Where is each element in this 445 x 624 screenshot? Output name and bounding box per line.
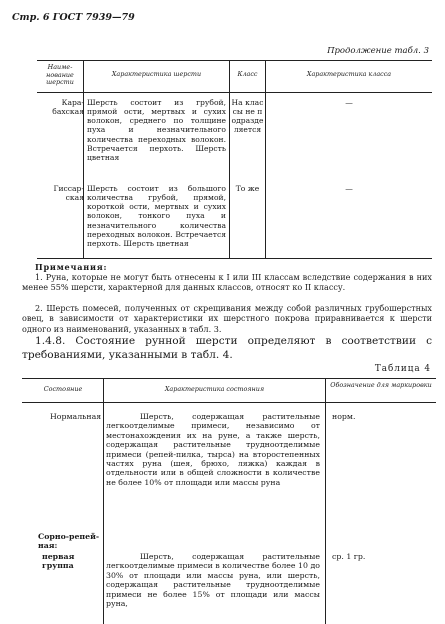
table3-cell-class-characteristic: — (345, 98, 353, 107)
table3-bottom-rule (37, 258, 432, 259)
table4-col-divider (325, 378, 326, 624)
table3-cell-name: Гиссар-ская (53, 184, 84, 203)
table4-cell-marking: норм. (332, 412, 356, 421)
table3-cell-name: Кара-бахская (52, 98, 84, 117)
table4-group-label: Сорно-репей-ная: (38, 532, 100, 551)
table4-cell-state: первая группа (42, 552, 75, 571)
table3-col-divider (265, 60, 266, 258)
table4-cell-state: Нормальная (50, 412, 102, 421)
page-header: Стр. 6 ГОСТ 7939—79 (12, 12, 135, 23)
table4-cell-characteristic: Шерсть, содержащая растительные легкоотделимые примеси в количестве более 10 до 30% от площади или массы руна, или шерсть, содержащая растительные трудноотделимые примеси не более 15% от площади или массы руна, (106, 552, 320, 609)
table3-header-characteristic: Характеристика шерсти (111, 70, 202, 78)
table3-header-name: Наиме-нование шерсти (46, 63, 74, 86)
note-1: 1. Руна, которые не могут быть отнесены к I или III классам вследствие содержания в них менее 55% шерсти, характерной для данных классов, относят ко II классу. (22, 272, 432, 293)
table3-cell-class: То же (235, 184, 260, 193)
table3-col-divider (229, 60, 230, 258)
table3-header-class-characteristic: Характеристика класса (306, 70, 392, 78)
table4-top-rule (22, 378, 436, 379)
table3-header-rule (37, 92, 432, 93)
table3-top-rule (37, 60, 432, 61)
table3-continuation-label: Продолжение табл. 3 (327, 46, 429, 56)
note-2: 2. Шерсть помесей, полученных от скрещивания между собой различных грубошерстных овец, в зависимости от характеристики их шерстного покрова приравнивается к шерсти одного из наименований, указанных в табл. 3. (22, 303, 432, 334)
table4-header-rule (22, 402, 436, 403)
table3-cell-class-characteristic: — (345, 184, 353, 193)
table3-col-divider (83, 60, 84, 258)
table4-header-state: Состояние (43, 385, 83, 393)
table4-caption: Таблица 4 (374, 364, 431, 374)
table3-header-class: Класс (237, 70, 258, 78)
table3-cell-class: На классы не подразделяется (231, 98, 264, 135)
table3-cell-characteristic: Шерсть состоит из большого количества грубой, прямой, короткой ости, мертвых и сухих волокон, тонкого пуха и незначительного количества переходных волокон. Встречается перхоть. Шерсть цветная (87, 184, 226, 248)
table4-cell-marking: ср. 1 гр. (332, 552, 366, 561)
table4-header-marking: Обозначение для маркировки (330, 381, 432, 389)
table3-cell-characteristic: Шерсть состоит из грубой, прямой ости, мертвых и сухих волокон, среднего по толщине пуха и незначительного количества переходных волокон. Встречается перхоть. Шерсть цветная (87, 98, 226, 162)
table4-cell-characteristic: Шерсть, содержащая растительные легкоотделимые примеси, независимо от местонахождения их на руне, а также шерсть, содержащая растительные трудноотделимые примеси (репей-пилка, тырса) на второстепенных частях руна (шея, брюхо, ляжка) каждая в отдельности или в общей сложности в количестве не более 10% от площади или массы руна (106, 412, 320, 487)
table4-header-characteristic: Характеристика состояния (164, 385, 265, 393)
section-1-4-8: 1.4.8. Состояние рунной шерсти определяют в соответствии с требованиями, указанными в табл. 4. (22, 335, 432, 361)
notes-title: Примечания: (35, 262, 108, 272)
